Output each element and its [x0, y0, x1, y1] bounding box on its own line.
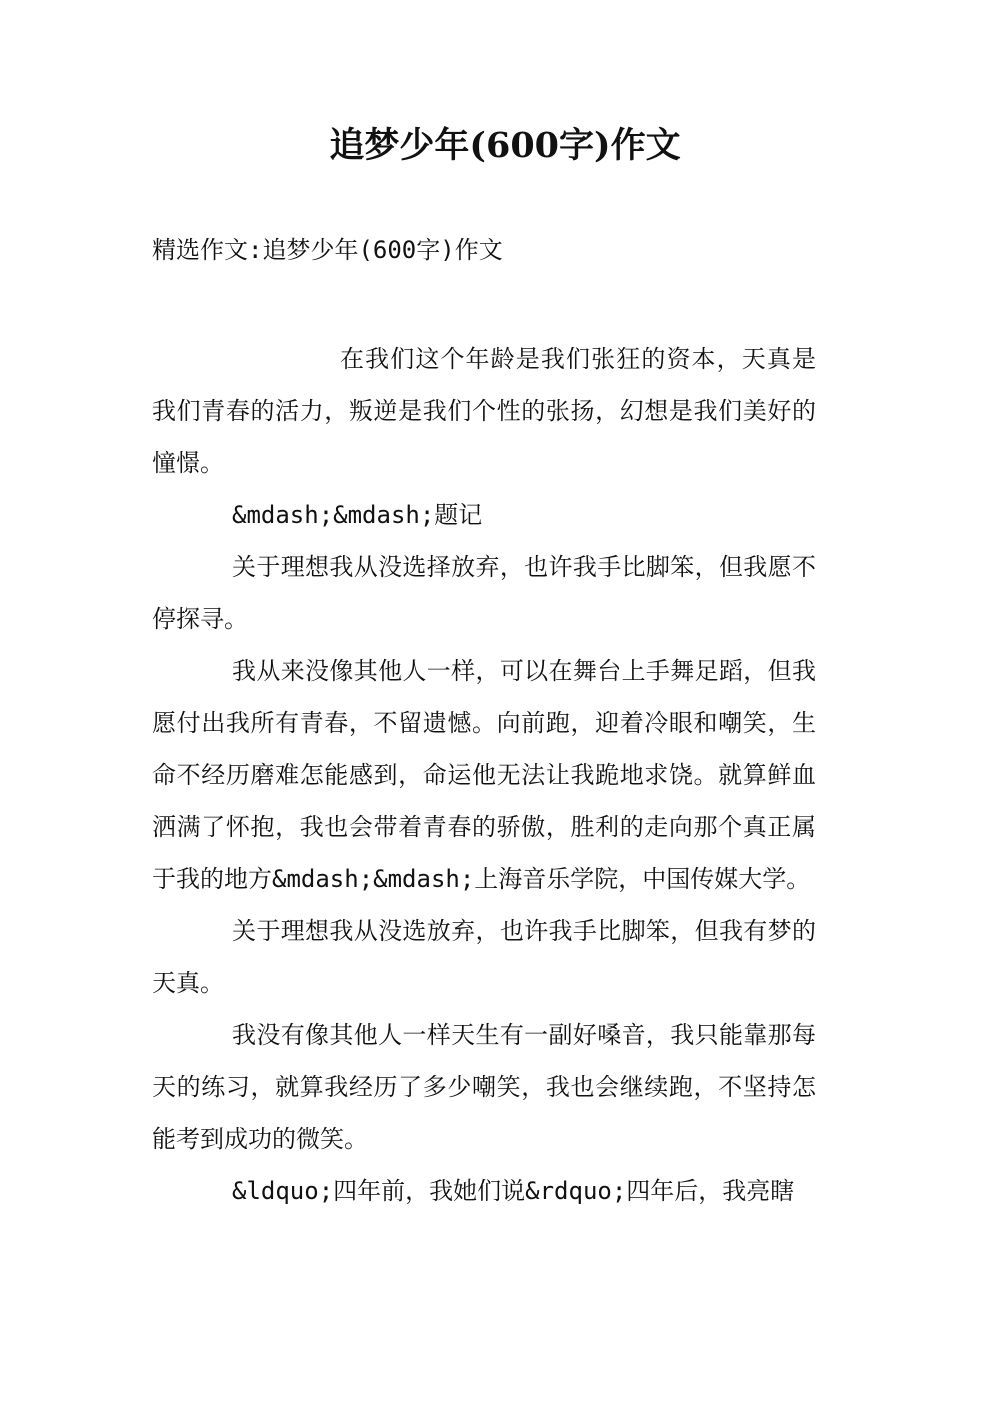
paragraph: 在我们这个年龄是我们张狂的资本，天真是我们青春的活力，叛逆是我们个性的张扬，幻想是我们美好的憧憬。 [152, 345, 816, 477]
paragraph: 我没有像其他人一样天生有一副好嗓音，我只能靠那每天的练习，就算我经历了多少嘲笑，我也会继续跑，不坚持怎能考到成功的微笑。 [152, 1021, 816, 1153]
document-body [152, 333, 816, 1217]
paragraph: 关于理想我从没选择放弃，也许我手比脚笨，但我愿不停探寻。 [152, 553, 816, 633]
document-title: 追梦少年(600字)作文 [329, 125, 681, 166]
document-subtitle: 精选作文:追梦少年(600字)作文 [152, 236, 503, 264]
paragraph: 我从来没像其他人一样，可以在舞台上手舞足蹈，但我愿付出我所有青春，不留遗憾。向前跑，迎着冷眼和嘲笑，生命不经历磨难怎能感到，命运他无法让我跪地求饶。就算鲜血洒满了怀抱，我也会带着青春的骄傲，胜利的走向那个真正属于我的地方&mdash;&mdash;上海音乐学院，中国传媒大学。 [152, 657, 816, 893]
paragraph: 关于理想我从没选放弃，也许我手比脚笨，但我有梦的天真。 [152, 917, 816, 997]
paragraph: &ldquo;四年前，我她们说&rdquo;四年后，我亮瞎 [232, 1177, 795, 1205]
paragraph: &mdash;&mdash;题记 [232, 501, 483, 529]
